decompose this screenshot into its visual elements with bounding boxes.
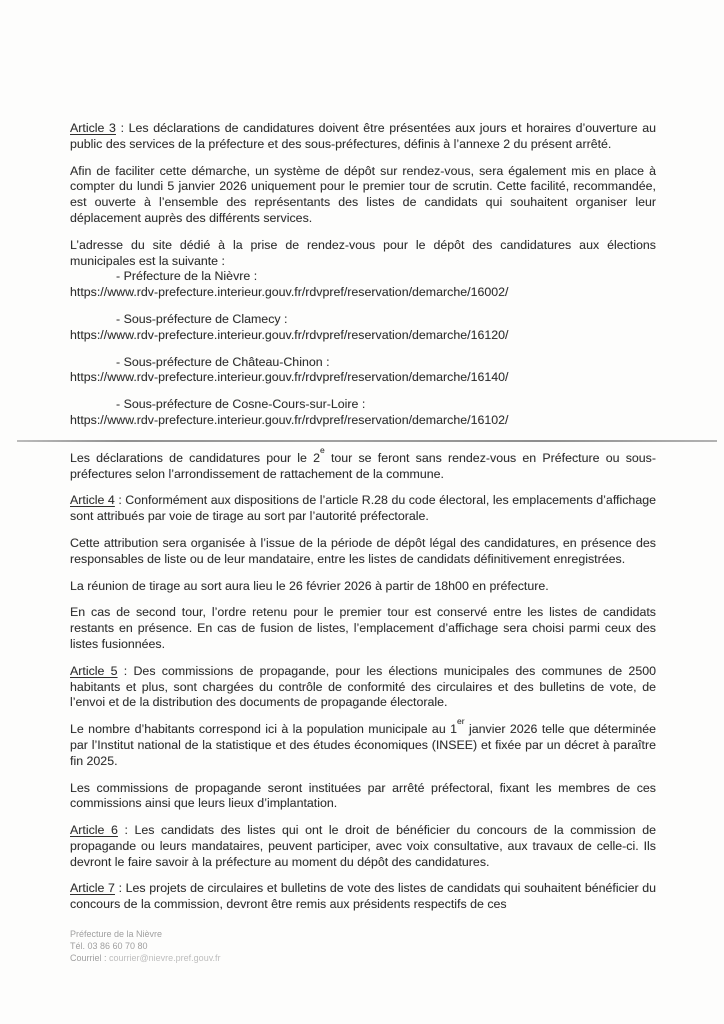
paragraph-second-tour-ordre	[70, 605, 656, 652]
text-run: Tél. 03 86 60 70 80	[70, 940, 148, 951]
rdv-url-clamecy	[70, 328, 656, 344]
article-label: Article 3	[70, 121, 116, 135]
superscript-text: er	[457, 715, 465, 726]
article-4-paragraph	[70, 493, 656, 525]
article-label: Article 5	[70, 663, 118, 678]
article-5-paragraph	[70, 664, 656, 711]
rdv-url-cosne-cours-sur-loire	[70, 413, 656, 429]
text-run: https://www.rdv-prefecture.interieur.gouv.fr/rdvpref/reservation/demarche/16002/	[70, 285, 509, 300]
text-run: Courriel :	[70, 952, 110, 963]
text-run: En cas de second tour, l’ordre retenu pour le premier tour est conservé entre les listes de candidats restants en présence. En cas de fusion de listes, l’emplacement d’affichage sera choisi parmi ceux des listes fusionnées.	[70, 605, 656, 651]
paragraph-population	[70, 715, 656, 769]
text-run: - Préfecture de la Nièvre :	[116, 269, 258, 284]
article-3-paragraph	[70, 121, 656, 153]
text-run: La réunion de tirage au sort aura lieu le 26 février 2026 à partir de 18h00 en préfecture.	[70, 578, 549, 593]
page-footer	[70, 929, 221, 964]
text-run: : Conformément aux dispositions de l’article R.28 du code électoral, les emplacements d’affichage sont attribués par voie de tirage au sort par l’autorité préfectorale.	[70, 493, 656, 524]
venue-label-chateau-chinon	[70, 355, 656, 371]
text-run: janvier 2026 telle que déterminée par l’Institut national de la statistique et des études économiques (INSEE) et fixée par un décret à paraître fin 2025.	[70, 722, 656, 768]
rdv-url-chateau-chinon	[70, 370, 656, 386]
article-6-paragraph	[70, 823, 656, 870]
paragraph-reunion-tirage	[70, 579, 656, 595]
footer-prefecture-name	[70, 929, 221, 941]
venue-label-cosne-cours-sur-loire	[70, 397, 656, 413]
paragraph-attribution	[70, 536, 656, 568]
text-run: : Les candidats des listes qui ont le droit de bénéficier du concours de la commission de propagande ou leurs mandataires, peuvent participer, avec voix consultative, aux travaux de celle-ci. Ils devront le faire savoir à la préfecture au moment du dépôt des candidatures.	[70, 823, 656, 869]
article-7-paragraph	[70, 881, 656, 913]
footer-email	[70, 953, 221, 965]
text-run: https://www.rdv-prefecture.interieur.gouv.fr/rdvpref/reservation/demarche/16102/	[70, 412, 509, 427]
text-run: Afin de faciliter cette démarche, un système de dépôt sur rendez-vous, sera également mis en place à compter du lundi 5 janvier 2026 uniquement pour le premier tour de scrutin. Cette facilité, recommandée, est ouverte à l’ensemble des représentants des listes de candidats qui souhaitent organiser leur déplacement auprès des différents services.	[70, 163, 656, 225]
text-run: : Des commissions de propagande, pour les élections municipales des communes de 2500 habitants et plus, sont chargées du contrôle de conformité des circulaires et des bulletins de vote, de l’envoi et de la distribution des documents de propagande électorale.	[70, 663, 657, 710]
text-run: https://www.rdv-prefecture.interieur.gouv.fr/rdvpref/reservation/demarche/16140/	[70, 370, 509, 385]
paragraph-site-address-intro	[70, 238, 656, 270]
text-run: Préfecture de la Nièvre	[70, 929, 163, 939]
article-label: Article 7	[70, 881, 115, 896]
document-content	[70, 121, 656, 924]
paragraph-commissions-instituees	[70, 781, 656, 813]
rdv-url-prefecture-nievre	[70, 285, 656, 301]
text-run: L’adresse du site dédié à la prise de rendez-vous pour le dépôt des candidatures aux élections municipales est la suivante :	[70, 237, 656, 268]
superscript-text: e	[320, 444, 325, 455]
text-run: Cette attribution sera organisée à l’issue de la période de dépôt légal des candidatures, en présence des responsables de liste ou de leur mandataire, entre les listes de candidats définitivement enregistrées.	[70, 535, 656, 566]
paragraph-second-tour	[70, 444, 656, 483]
text-run: Les déclarations de candidatures pour le 2	[70, 450, 321, 465]
text-run: tour se feront sans rendez-vous en Préfecture ou sous-préfectures selon l’arrondissement de rattachement de la commune.	[70, 450, 656, 481]
text-run: : Les déclarations de candidatures doivent être présentées aux jours et horaires d’ouverture au public des services de la préfecture et des sous-préfectures, définis à l’annexe 2 du présent arrêté.	[70, 121, 656, 151]
text-run: Le nombre d’habitants correspond ici à la population municipale au 1	[70, 722, 457, 737]
text-run: Les commissions de propagande seront instituées par arrêté préfectoral, fixant les membres de ces commissions ainsi que leurs lieux d’implantation.	[70, 780, 656, 811]
paragraph-rdv-system	[70, 164, 656, 227]
text-run: - Sous-préfecture de Cosne-Cours-sur-Loire :	[116, 397, 366, 412]
text-run: : Les projets de circulaires et bulletins de vote des listes de candidats qui souhaitent bénéficier du concours de la commission, devront être remis aux présidents respectifs de ces	[70, 881, 657, 912]
text-run: https://www.rdv-prefecture.interieur.gouv.fr/rdvpref/reservation/demarche/16120/	[70, 327, 509, 342]
venue-label-clamecy	[70, 312, 656, 328]
text-run: - Sous-préfecture de Clamecy :	[116, 311, 288, 326]
article-label: Article 4	[70, 493, 115, 508]
venue-label-prefecture-nievre	[70, 269, 656, 285]
text-run: courrier@nievre.pref.gouv.fr	[109, 952, 221, 963]
scan-fold-line	[17, 440, 717, 442]
footer-phone	[70, 941, 221, 953]
text-run: - Sous-préfecture de Château-Chinon :	[116, 354, 330, 369]
article-label: Article 6	[70, 823, 118, 838]
